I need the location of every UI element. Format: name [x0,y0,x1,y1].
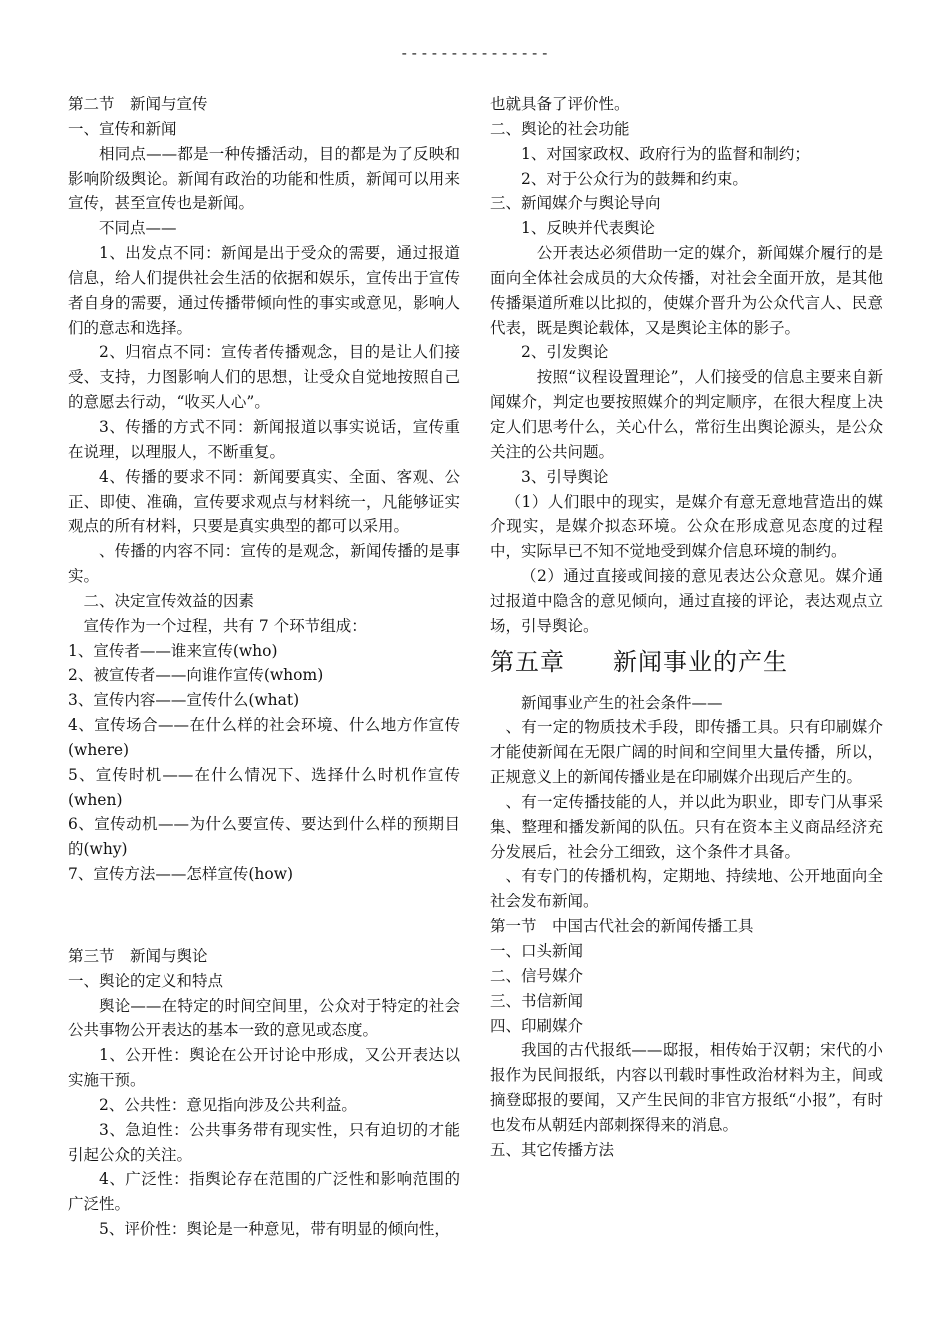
paragraph: 按照“议程设置理论”，人们接受的信息主要来自新闻媒介，判定也要按照媒介的判定顺序，在很大程度上决定人们思考什么，关心什么，常衍生出舆论源头，是公众关注的公共问题。 [490,368,883,461]
paragraph: 四、印刷媒介 [490,1016,584,1035]
paragraph: 一、舆论的定义和特点 [68,971,224,990]
paragraph: 5、评价性：舆论是一种意见，带有明显的倾向性， [99,1220,450,1239]
paragraph: 也就具备了评价性。 [490,95,630,113]
paragraph: 3、宣传内容——宣传什么(what) [68,691,300,710]
paragraph: （2）通过直接或间接的意见表达公众意见。媒介通过报道中隐含的意见倾向，通过直接的评论，表达观点立场，引导舆论。 [490,567,883,635]
paragraph: 2、对于公众行为的鼓舞和约束。 [521,169,748,188]
paragraph: 2、公共性：意见指向涉及公共利益。 [99,1095,357,1114]
paragraph: 二、舆论的社会功能 [490,119,630,138]
paragraph: 2、引发舆论 [521,343,609,362]
right-column-part-1 [490,92,883,639]
paragraph: 五、其它传播方法 [490,1140,615,1159]
paragraph: 、传播的内容不同：宣传的是观念，新闻传播的是事实。 [68,542,460,586]
paragraph: 我国的古代报纸——邸报，相传始于汉朝；宋代的小报作为民间报纸，内容以刊载时事性政治材料为主，间或摘登邸报的要闻，又产生民间的非官方报纸“小报”，有时也发布从朝廷内部刺探得来的消息。 [490,1041,883,1134]
paragraph: 二、信号媒介 [490,966,584,985]
paragraph: 一、口头新闻 [490,942,584,960]
paragraph: 三、新闻媒介与舆论导向 [490,194,661,213]
paragraph: 5、宣传时机——在什么情况下、选择什么时机作宣传(when) [68,765,460,809]
paragraph: 1、宣传者——谁来宣传(who) [68,641,278,660]
left-column [68,92,460,1242]
chapter-number: 第五章 [490,647,565,676]
paragraph: 4、广泛性：指舆论存在范围的广泛性和影响范围的广泛性。 [68,1170,460,1214]
paragraph: 4、传播的要求不同：新闻要真实、全面、客观、公正、即使、准确，宣传要求观点与材料统一，凡能够证实观点的所有材料，只要是真实典型的都可以采用。 [68,467,460,536]
paragraph: 2、被宣传者——向谁作宣传(whom) [68,666,324,685]
paragraph: 二、决定宣传效益的因素 [83,591,255,610]
paragraph: 新闻事业产生的社会条件—— [521,693,723,712]
paragraph: 、有一定的物质技术手段，即传播工具。只有印刷媒介才能使新闻在无限广阔的时间和空间里大量传播，所以，正规意义上的新闻传播业是在印刷媒介出现后产生的。 [490,718,883,787]
paragraph: 1、公开性：舆论在公开讨论中形成，又公开表达以实施干预。 [68,1046,460,1090]
paragraph: 舆论——在特定的时间空间里，公众对于特定的社会公共事物公开表达的基本一致的意见或态度。 [68,996,460,1040]
paragraph: 、有一定传播技能的人，并以此为职业，即专门从事采集、整理和播发新闻的队伍。只有在资本主义商品经济充分发展后，社会分工细致，这个条件才具备。 [490,792,883,861]
blank-line [68,903,460,928]
paragraph: 3、传播的方式不同：新闻报道以事实说话，宣传重在说理，以理服人，不断重复。 [68,417,460,461]
paragraph: 3、急迫性：公共事务带有现实性，只有迫切的才能引起公众的关注。 [68,1120,460,1164]
paragraph: 三、书信新闻 [490,991,584,1010]
right-column-part-2 [490,691,883,1163]
paragraph: 第三节 新闻与舆论 [68,946,208,965]
paragraph: 一、宣传和新闻 [68,119,177,138]
paragraph: 公开表达必须借助一定的媒介，新闻媒介履行的是面向全体社会成员的大众传播，对社会全面开放，是其他传播渠道所难以比拟的，使媒介晋升为公众代言人、民意代表，既是舆论载体，又是舆论主体的影子。 [490,244,883,337]
paragraph: （1）人们眼中的现实，是媒介有意无意地营造出的媒介现实，是媒介拟态环境。公众在形成意见态度的过程中，实际早已不知不觉地受到媒介信息环境的制约。 [490,492,883,561]
header-rule: --------------- [399,44,551,62]
paragraph: 2、归宿点不同：宣传者传播观念，目的是让人们接受、支持，力图影响人们的思想，让受众自觉地按照自己的意愿去行动，“收买人心”。 [68,343,460,412]
paragraph: 不同点—— [99,219,177,238]
right-column [490,92,883,1163]
paragraph: 1、对国家政权、政府行为的监督和制约； [521,144,810,163]
paragraph: 1、反映并代表舆论 [521,219,655,238]
paragraph: 相同点——都是一种传播活动，目的都是为了反映和影响阶级舆论。新闻有政治的功能和性质，新闻可以用来宣传，甚至宣传也是新闻。 [68,144,460,213]
paragraph: 6、宣传动机——为什么要宣传、要达到什么样的预期目的(why) [68,815,460,859]
paragraph: 3、引导舆论 [521,467,609,486]
paragraph: 第一节 中国古代社会的新闻传播工具 [490,917,754,936]
chapter-heading [490,639,883,691]
paragraph: 1、出发点不同：新闻是出于受众的需要，通过报道信息，给人们提供社会生活的依据和娱乐，宣传出于宣传者自身的需要，通过传播带倾向性的事实或意见，影响人们的意志和选择。 [68,244,460,337]
paragraph: 7、宣传方法——怎样宣传(how) [68,865,294,884]
paragraph: 、有专门的传播机构，定期地、持续地、公开地面向全社会发布新闻。 [490,867,883,911]
paragraph: 4、宣传场合——在什么样的社会环境、什么地方作宣传(where) [68,716,460,759]
paragraph: 宣传作为一个过程，共有 7 个环节组成： [83,616,367,635]
paragraph: 第二节 新闻与宣传 [68,95,208,113]
chapter-title: 新闻事业的产生 [613,647,788,676]
